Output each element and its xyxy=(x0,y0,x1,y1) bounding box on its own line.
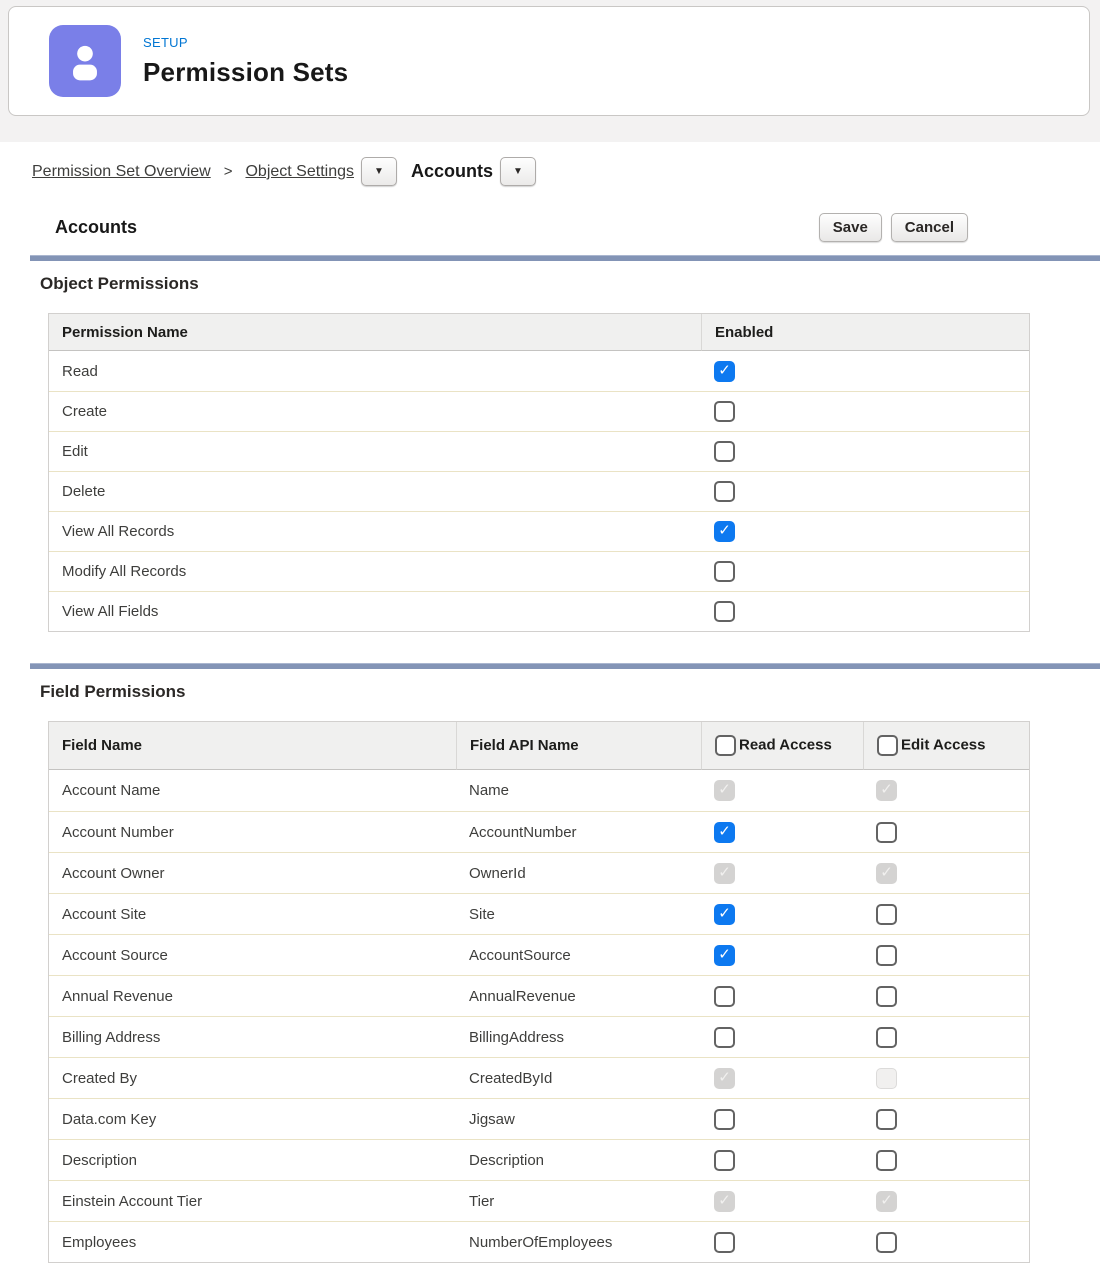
field-name-cell: Data.com Key xyxy=(49,1098,456,1139)
read-access-checkbox[interactable] xyxy=(714,1232,735,1253)
field-name-cell: Account Number xyxy=(49,811,456,852)
permission-name-cell: Create xyxy=(49,391,701,431)
edit-access-checkbox[interactable] xyxy=(876,1232,897,1253)
breadcrumb-permission-set-overview-link[interactable]: Permission Set Overview xyxy=(32,162,211,180)
edit-access-cell xyxy=(863,1139,1029,1180)
main-content xyxy=(0,142,1100,1263)
field-api-name-cell: NumberOfEmployees xyxy=(456,1221,701,1262)
field-api-name-cell: AnnualRevenue xyxy=(456,975,701,1016)
field-name-cell: Einstein Account Tier xyxy=(49,1180,456,1221)
field-api-name-cell: BillingAddress xyxy=(456,1016,701,1057)
section-divider xyxy=(30,663,1100,669)
accounts-dropdown-button[interactable] xyxy=(500,157,536,186)
setup-header-card xyxy=(8,6,1090,116)
field-permission-row xyxy=(49,934,1029,975)
permission-name-cell: View All Fields xyxy=(49,591,701,631)
setup-header-region xyxy=(0,0,1100,142)
edit-access-select-all-checkbox[interactable] xyxy=(877,735,898,756)
object-settings-dropdown-button[interactable] xyxy=(361,157,397,186)
field-api-name-cell: AccountSource xyxy=(456,934,701,975)
edit-access-cell xyxy=(863,1057,1029,1098)
read-access-checkbox xyxy=(714,780,735,801)
field-permissions-heading: Field Permissions xyxy=(40,682,186,701)
object-permissions-header-row xyxy=(49,314,1029,351)
object-permissions-table xyxy=(48,313,1030,632)
save-button[interactable]: Save xyxy=(819,213,882,242)
enabled-checkbox[interactable] xyxy=(714,601,735,622)
field-permission-row xyxy=(49,975,1029,1016)
read-access-checkbox[interactable] xyxy=(714,1150,735,1171)
object-permission-row xyxy=(49,391,1029,431)
breadcrumb-object-settings-link[interactable]: Object Settings xyxy=(245,162,354,180)
read-access-cell xyxy=(701,1180,863,1221)
field-name-cell: Account Site xyxy=(49,893,456,934)
cancel-button[interactable]: Cancel xyxy=(891,213,968,242)
enabled-cell xyxy=(701,391,1029,431)
field-permission-row xyxy=(49,1221,1029,1262)
field-permission-row xyxy=(49,1057,1029,1098)
object-permission-row xyxy=(49,351,1029,391)
enabled-checkbox[interactable] xyxy=(714,481,735,502)
permission-name-cell: Modify All Records xyxy=(49,551,701,591)
field-api-name-cell: Name xyxy=(456,770,701,811)
section-divider xyxy=(30,255,1100,261)
object-permission-row xyxy=(49,511,1029,551)
setup-header-text xyxy=(143,35,348,88)
setup-eyebrow: SETUP xyxy=(143,34,188,50)
edit-access-checkbox xyxy=(876,1191,897,1212)
read-access-cell xyxy=(701,1016,863,1057)
edit-access-cell xyxy=(863,811,1029,852)
read-access-cell xyxy=(701,1221,863,1262)
edit-access-cell xyxy=(863,1180,1029,1221)
column-header-permission-name: Permission Name xyxy=(49,314,701,351)
breadcrumb xyxy=(0,142,1100,186)
section-title-accounts: Accounts xyxy=(55,217,138,237)
column-header-edit-access xyxy=(863,722,1029,770)
enabled-checkbox[interactable] xyxy=(714,561,735,582)
edit-access-cell xyxy=(863,975,1029,1016)
read-access-checkbox xyxy=(714,1191,735,1212)
read-access-select-all-checkbox[interactable] xyxy=(715,735,736,756)
read-access-checkbox[interactable] xyxy=(714,904,735,925)
field-permission-row xyxy=(49,1098,1029,1139)
edit-access-checkbox[interactable] xyxy=(876,986,897,1007)
chevron-down-icon: ▼ xyxy=(513,165,523,177)
field-name-cell: Account Source xyxy=(49,934,456,975)
enabled-checkbox[interactable] xyxy=(714,521,735,542)
read-access-cell xyxy=(701,1139,863,1180)
breadcrumb-separator: > xyxy=(223,163,233,180)
enabled-checkbox[interactable] xyxy=(714,401,735,422)
field-name-cell: Created By xyxy=(49,1057,456,1098)
read-access-checkbox[interactable] xyxy=(714,945,735,966)
object-permission-row xyxy=(49,471,1029,511)
field-api-name-cell: AccountNumber xyxy=(456,811,701,852)
read-access-checkbox[interactable] xyxy=(714,822,735,843)
read-access-checkbox xyxy=(714,1068,735,1089)
field-permission-row xyxy=(49,1016,1029,1057)
edit-access-checkbox[interactable] xyxy=(876,1150,897,1171)
permission-name-cell: Delete xyxy=(49,471,701,511)
field-permission-row xyxy=(49,770,1029,811)
field-name-cell: Employees xyxy=(49,1221,456,1262)
object-permission-row xyxy=(49,591,1029,631)
chevron-down-icon: ▼ xyxy=(374,165,384,177)
enabled-cell xyxy=(701,591,1029,631)
permission-name-cell: Edit xyxy=(49,431,701,471)
read-access-cell xyxy=(701,1098,863,1139)
object-permission-row xyxy=(49,431,1029,471)
field-name-cell: Billing Address xyxy=(49,1016,456,1057)
read-access-cell xyxy=(701,770,863,811)
edit-access-checkbox xyxy=(876,863,897,884)
edit-access-cell xyxy=(863,852,1029,893)
edit-access-checkbox[interactable] xyxy=(876,904,897,925)
permission-sets-user-icon xyxy=(49,25,121,97)
permission-name-cell: View All Records xyxy=(49,511,701,551)
page-title: Permission Sets xyxy=(143,56,349,87)
enabled-cell xyxy=(701,511,1029,551)
breadcrumb-current-accounts: Accounts xyxy=(410,161,493,181)
field-permission-row xyxy=(49,1139,1029,1180)
edit-access-cell xyxy=(863,1221,1029,1262)
edit-access-checkbox[interactable] xyxy=(876,1027,897,1048)
read-access-checkbox[interactable] xyxy=(714,1027,735,1048)
read-access-cell xyxy=(701,811,863,852)
read-access-checkbox[interactable] xyxy=(714,986,735,1007)
field-name-cell: Account Name xyxy=(49,770,456,811)
field-api-name-cell: OwnerId xyxy=(456,852,701,893)
column-header-field-api-name: Field API Name xyxy=(456,722,701,770)
field-permission-row xyxy=(49,852,1029,893)
enabled-cell xyxy=(701,431,1029,471)
field-permission-row xyxy=(49,811,1029,852)
edit-access-cell xyxy=(863,893,1029,934)
edit-access-cell xyxy=(863,934,1029,975)
permission-name-cell: Read xyxy=(49,351,701,391)
read-access-checkbox xyxy=(714,863,735,884)
column-header-read-access xyxy=(701,722,863,770)
edit-access-checkbox xyxy=(876,780,897,801)
enabled-cell xyxy=(701,471,1029,511)
enabled-cell xyxy=(701,551,1029,591)
field-permissions-header-row xyxy=(49,722,1029,770)
field-permission-row xyxy=(49,893,1029,934)
field-name-cell: Account Owner xyxy=(49,852,456,893)
read-access-cell xyxy=(701,893,863,934)
column-header-enabled: Enabled xyxy=(701,314,1029,351)
field-permission-row xyxy=(49,1180,1029,1221)
read-access-cell xyxy=(701,975,863,1016)
enabled-checkbox[interactable] xyxy=(714,441,735,462)
edit-access-cell xyxy=(863,770,1029,811)
read-access-cell xyxy=(701,1057,863,1098)
action-buttons xyxy=(819,213,968,242)
field-api-name-cell: Description xyxy=(456,1139,701,1180)
enabled-checkbox[interactable] xyxy=(714,361,735,382)
read-access-header-label: Read Access xyxy=(739,736,832,754)
field-api-name-cell: Tier xyxy=(456,1180,701,1221)
object-permission-row xyxy=(49,551,1029,591)
title-row xyxy=(55,213,968,242)
edit-access-cell xyxy=(863,1098,1029,1139)
enabled-cell xyxy=(701,351,1029,391)
field-permissions-table xyxy=(48,721,1030,1263)
read-access-cell xyxy=(701,934,863,975)
edit-access-checkbox[interactable] xyxy=(876,1109,897,1130)
field-name-cell: Annual Revenue xyxy=(49,975,456,1016)
read-access-cell xyxy=(701,852,863,893)
column-header-field-name: Field Name xyxy=(49,722,456,770)
field-name-cell: Description xyxy=(49,1139,456,1180)
edit-access-cell xyxy=(863,1016,1029,1057)
edit-access-checkbox xyxy=(876,1068,897,1089)
field-api-name-cell: Site xyxy=(456,893,701,934)
edit-access-header-label: Edit Access xyxy=(901,736,986,754)
field-api-name-cell: CreatedById xyxy=(456,1057,701,1098)
edit-access-checkbox[interactable] xyxy=(876,945,897,966)
edit-access-checkbox[interactable] xyxy=(876,822,897,843)
object-permissions-heading: Object Permissions xyxy=(40,274,199,293)
field-api-name-cell: Jigsaw xyxy=(456,1098,701,1139)
read-access-checkbox[interactable] xyxy=(714,1109,735,1130)
